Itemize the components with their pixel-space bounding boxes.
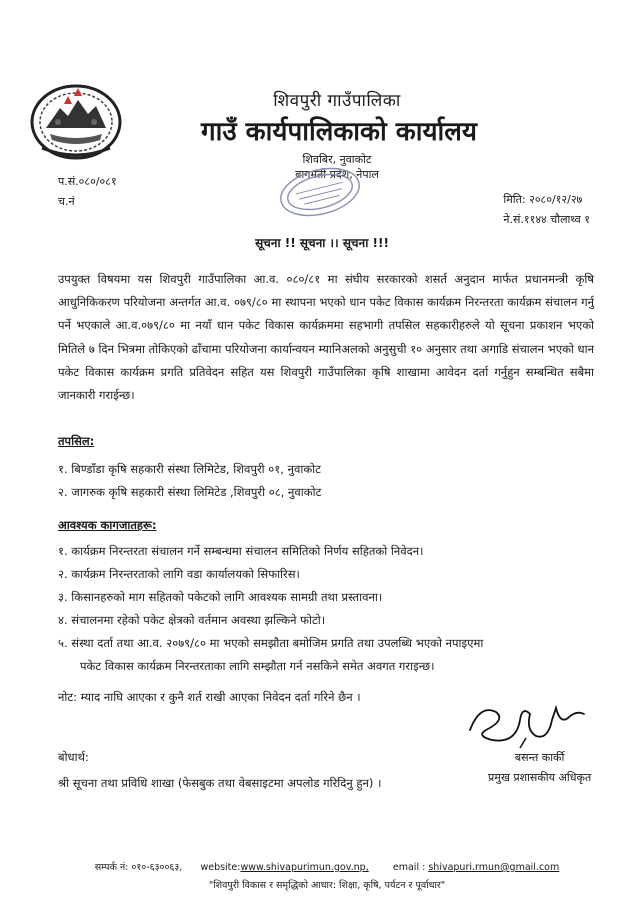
nepal-sambat-date: ने.सं.११४४ चौलाथ्व १ xyxy=(503,213,590,226)
bodharth-label: बोधार्थ: xyxy=(58,750,89,764)
notice-body: उपयुक्त विषयमा यस शिवपुरी गाउँपालिका आ.व. ०८०/८१ मा संघीय सरकारको शसर्त अनुदान मार्फत प्रधानमन्त्री कृषि आधुनिकिकरण परियोजना अन्तर्गत आ.व. ०७९/८० मा स्थापना भएको धान पकेट विकास कार्यक्रम निरन्तरता कार्यक्रम संचालन गर्नु पर्ने भएकाले आ.व.०७९/८० मा नयाँ धान पकेट विकास कार्यक्रममा सहभागी तपसिल सहकारीहरुले यो सूचना प्रकाशन भएको मितिले ७ दिन भित्रमा तोकिएको ढाँचामा परियोजना कार्यान्वयन म्यानिअलको अनुसुची १० अनुसार तथा अगाडि संचालन भएको धान पकेट विकास कार्यक्रम प्रगति प्रतिवेदन सहित यस शिवपुरी गाउँपालिका कृषि शाखामा आवेदन दर्ता गर्नुहुन सम्बन्धित सबैमा जानकारी गराईन्छ। xyxy=(58,272,594,403)
dispatch-number: च.नं xyxy=(58,195,75,208)
documents-section xyxy=(58,518,157,533)
list-item: ५. संस्था दर्ता तथा आ.व. २०७९/८० मा भएको समझौता बमोजिम प्रगति तथा उपलब्धि भएको नपाइएमा xyxy=(58,636,484,650)
contact-label: सम्पर्क नं: xyxy=(94,862,129,873)
date: मिति: २०८०/१२/२७ xyxy=(503,193,583,206)
note: नोट: म्याद नाघि आएका र कुनै शर्त राखी आएका निवेदन दर्ता गरिने छैन । xyxy=(58,690,361,704)
bodharth-text: श्री सूचना तथा प्रविधि शाखा (फेसबुक तथा वेबसाइटमा अपलोड गरिदिनु हुन) । xyxy=(58,776,382,790)
office-name: गाउँ कार्यपालिकाको कार्यालय xyxy=(201,117,477,147)
list-item: १. बिण्डाँडा कृषि सहकारी संस्था लिमिटेड, शिवपुरी ०१, नुवाकोट xyxy=(58,462,321,476)
email-link[interactable]: shivapuri.rmun@gmail.com xyxy=(428,862,560,873)
signature xyxy=(456,700,596,750)
contact-number: ०१०-६३००६३, xyxy=(131,862,183,873)
email-label: email : xyxy=(392,862,426,873)
address-line-2: बागमती प्रदेश, नेपाल xyxy=(295,168,379,181)
website-label: website: xyxy=(200,862,241,873)
footer-contact xyxy=(0,860,644,873)
list-item: ३. किसानहरुको माग सहितको पकेटको लागि आवश्यक सामग्री तथा प्रस्तावना। xyxy=(58,590,383,604)
footer-slogan: "शिवपुरी विकास र समृद्धिको आधार: शिक्षा, कृषि, पर्यटन र पूर्वाधार" xyxy=(208,880,446,891)
date-block xyxy=(503,190,590,230)
reference-number: प.सं.०८०/०८१ xyxy=(58,175,117,188)
website-link[interactable]: www.shivapurimun.gov.np, xyxy=(240,862,369,873)
documents-list xyxy=(58,540,598,678)
documents-title: आवश्यक कागजातहरू: xyxy=(58,518,157,532)
list-item-continued: पकेट विकास कार्यक्रम निरन्तरताका लागि सम्झौता गर्न नसकिने समेत अवगत गराइन्छ। xyxy=(80,659,435,673)
tapsil-section xyxy=(58,434,94,449)
signer-title: प्रमुख प्रशासकीय अधिकृत xyxy=(488,771,592,784)
list-item: ४. संचालनमा रहेको पकेट क्षेत्रको वर्तमान अवस्था झल्किने फोटो। xyxy=(58,613,326,627)
notice-heading: सूचना !! सूचना ।। सूचना !!! xyxy=(255,236,389,250)
reference-block xyxy=(58,172,117,212)
tapsil-list xyxy=(58,458,598,504)
municipality-name: शिवपुरी गाउँपालिका xyxy=(273,91,401,111)
signer-block xyxy=(488,748,591,788)
list-item: १. कार्यक्रम निरन्तरता संचालन गर्ने सम्बन्धमा संचालन समितिको निर्णय सहितको निवेदन। xyxy=(58,544,424,558)
list-item: २. कार्यक्रम निरन्तरताको लागि वडा कार्यालयको सिफारिस। xyxy=(58,567,300,581)
tapsil-title: तपसिल: xyxy=(58,434,95,448)
office-stamp xyxy=(272,160,368,224)
signer-name: बसन्त कार्की xyxy=(514,751,565,764)
list-item: २. जागरुक कृषि सहकारी संस्था लिमिटेड ,शिवपुरी ०८, नुवाकोट xyxy=(58,485,322,499)
address-line-1: शिवबिर, नुवाकोट xyxy=(302,153,372,166)
